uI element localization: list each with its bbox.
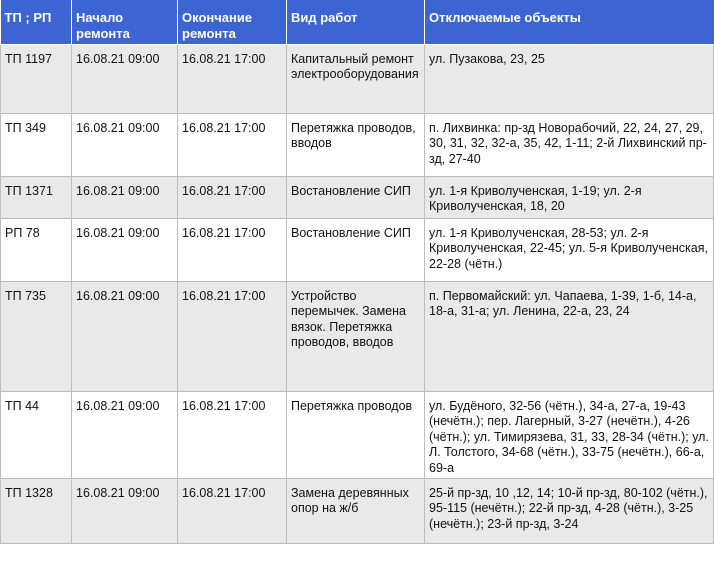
cell-targets: ул. Пузакова, 23, 25 <box>425 44 714 113</box>
cell-start: 16.08.21 09:00 <box>72 391 178 478</box>
table-row <box>1 281 714 391</box>
cell-work: Перетяжка проводов, вводов <box>287 113 425 176</box>
cell-work: Устройство перемычек. Замена вязок. Перетяжка проводов, вводов <box>287 281 425 391</box>
cell-object: ТП 349 <box>1 113 72 176</box>
cell-work: Капитальный ремонт электрооборудования <box>287 44 425 113</box>
cell-start: 16.08.21 09:00 <box>72 478 178 543</box>
table-body <box>1 44 714 543</box>
table-row <box>1 218 714 281</box>
cell-work: Замена деревянных опор на ж/б <box>287 478 425 543</box>
header-targets: Отключаемые объекты <box>425 0 714 44</box>
table-row <box>1 478 714 543</box>
table-row <box>1 391 714 478</box>
cell-end: 16.08.21 17:00 <box>178 218 287 281</box>
cell-end: 16.08.21 17:00 <box>178 176 287 218</box>
cell-object: ТП 1328 <box>1 478 72 543</box>
cell-end: 16.08.21 17:00 <box>178 113 287 176</box>
table-row <box>1 113 714 176</box>
cell-end: 16.08.21 17:00 <box>178 44 287 113</box>
table-header <box>1 0 714 44</box>
cell-work: Востановление СИП <box>287 176 425 218</box>
header-object: ТП ; РП <box>1 0 72 44</box>
header-end: Окончание ремонта <box>178 0 287 44</box>
cell-start: 16.08.21 09:00 <box>72 176 178 218</box>
cell-targets: п. Первомайский: ул. Чапаева, 1-39, 1-б, 14-а, 18-а, 31-а; ул. Ленина, 22-а, 23, 24 <box>425 281 714 391</box>
table-row <box>1 44 714 113</box>
header-row <box>1 0 714 44</box>
cell-work: Востановление СИП <box>287 218 425 281</box>
cell-object: РП 78 <box>1 218 72 281</box>
cell-object: ТП 1197 <box>1 44 72 113</box>
cell-targets: ул. 1-я Криволученская, 28-53; ул. 2-я Криволученская, 22-45; ул. 5-я Криволученская, 22-28 (чётн.) <box>425 218 714 281</box>
cell-start: 16.08.21 09:00 <box>72 281 178 391</box>
cell-object: ТП 735 <box>1 281 72 391</box>
cell-targets: ул. Будёного, 32-56 (чётн.), 34-а, 27-а, 19-43 (нечётн.); пер. Лагерный, 3-27 (нечётн.), 4-26 (чётн.); ул. Тимирязева, 31, 33, 28-34 (чётн.); ул. Л. Толстого, 34-68 (чётн.), 33-75 (нечётн.), 66-а, 69-а <box>425 391 714 478</box>
cell-work: Перетяжка проводов <box>287 391 425 478</box>
cell-end: 16.08.21 17:00 <box>178 478 287 543</box>
cell-object: ТП 1371 <box>1 176 72 218</box>
table-row <box>1 176 714 218</box>
cell-start: 16.08.21 09:00 <box>72 44 178 113</box>
cell-targets: 25-й пр-зд, 10 ,12, 14; 10-й пр-зд, 80-102 (чётн.), 95-115 (нечётн.); 22-й пр-зд, 4-28 (чётн.), 3-25 (нечётн.); 23-й пр-зд, 3-24 <box>425 478 714 543</box>
cell-targets: ул. 1-я Криволученская, 1-19; ул. 2-я Криволученская, 18, 20 <box>425 176 714 218</box>
cell-start: 16.08.21 09:00 <box>72 113 178 176</box>
header-start: Начало ремонта <box>72 0 178 44</box>
header-work: Вид работ <box>287 0 425 44</box>
cell-end: 16.08.21 17:00 <box>178 391 287 478</box>
cell-object: ТП 44 <box>1 391 72 478</box>
cell-targets: п. Лихвинка: пр-зд Новорабочий, 22, 24, 27, 29, 30, 31, 32, 32-а, 35, 42, 1-11; 2-й Лихвинский пр-зд, 27-40 <box>425 113 714 176</box>
cell-start: 16.08.21 09:00 <box>72 218 178 281</box>
cell-end: 16.08.21 17:00 <box>178 281 287 391</box>
